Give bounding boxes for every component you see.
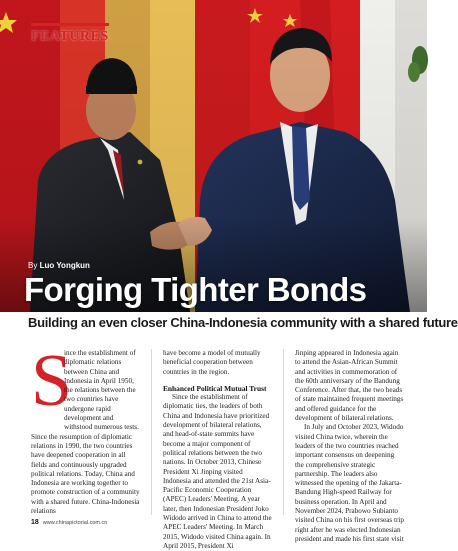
author-name: Luo Yongkun (39, 261, 90, 270)
paragraph: Jinping appeared in Indonesia again to attend the Asian-African Summit and activities in commemoration of the 60th anniversary of the Bandung Conference. After that, the two heads of state maintained frequent meetings and offered guidance for the development of bilateral relations. (295, 349, 404, 423)
article-title: Forging Tighter Bonds (24, 271, 367, 308)
section-heading: Enhanced Political Mutual Trust (163, 383, 267, 393)
paragraph: have become a model of mutually beneficial cooperation between countries in the region. (163, 349, 261, 376)
section-tag (31, 23, 109, 45)
column-3 (295, 349, 404, 543)
column-divider (151, 349, 152, 515)
paragraph: Since the resumption of diplomatic relations in 1990, the two countries have deepened cooperation in all fields and continuously upgraded political relations. Today, China and Indonesia are working together to promote construction of a community with a shared future. China-Indonesia relations (31, 432, 140, 516)
drop-cap: S (31, 340, 73, 422)
column-divider (283, 349, 284, 515)
lead-text: ince the establishment of diplomatic relations between China and Indonesia in April 1950, the relations between the two countries have undergone rapid development and withstood numerous tests. (64, 349, 139, 432)
page-number: 18 (31, 519, 39, 526)
article-subtitle: Building an even closer China-Indonesia community with a shared future (28, 315, 458, 330)
column-1 (31, 340, 140, 516)
column-2 (163, 349, 272, 550)
paragraph: Since the establishment of diplomatic ties, the leaders of both China and Indonesia have prioritized development of bilateral relations, and head-of-state summits have become a major component of political relations between the two nations. In October 2013, Chinese President Xi Jinping visited Indonesia and attended the 21st Asia-Pacific Economic Cooperation (APEC) Leaders' Meeting. A year later, then Indonesian President Joko Widodo arrived in China to attend the APEC Leaders' Meeting. In March 2015, Widodo visited China again. In April 2015, President Xi (163, 393, 272, 550)
byline-prefix: By (28, 261, 38, 270)
lead-paragraph (31, 340, 140, 433)
paragraph: In July and October 2023, Widodo visited China twice, wherein the leaders of the two countries reached important consensus on deepening the comprehensive strategic partnership. The leaders also witnessed the opening of the Jakarta-Bandung High-speed Railway for business operation. In April and November 2024, Prabowo Subianto visited China on his first overseas trip right after he was elected Indonesian president and made his first state visit (295, 423, 404, 543)
byline (28, 261, 90, 270)
footer-url: www.chinapictorial.com.cn (42, 519, 108, 526)
page-footer (31, 519, 107, 526)
section-label: FEATURES (31, 29, 109, 44)
